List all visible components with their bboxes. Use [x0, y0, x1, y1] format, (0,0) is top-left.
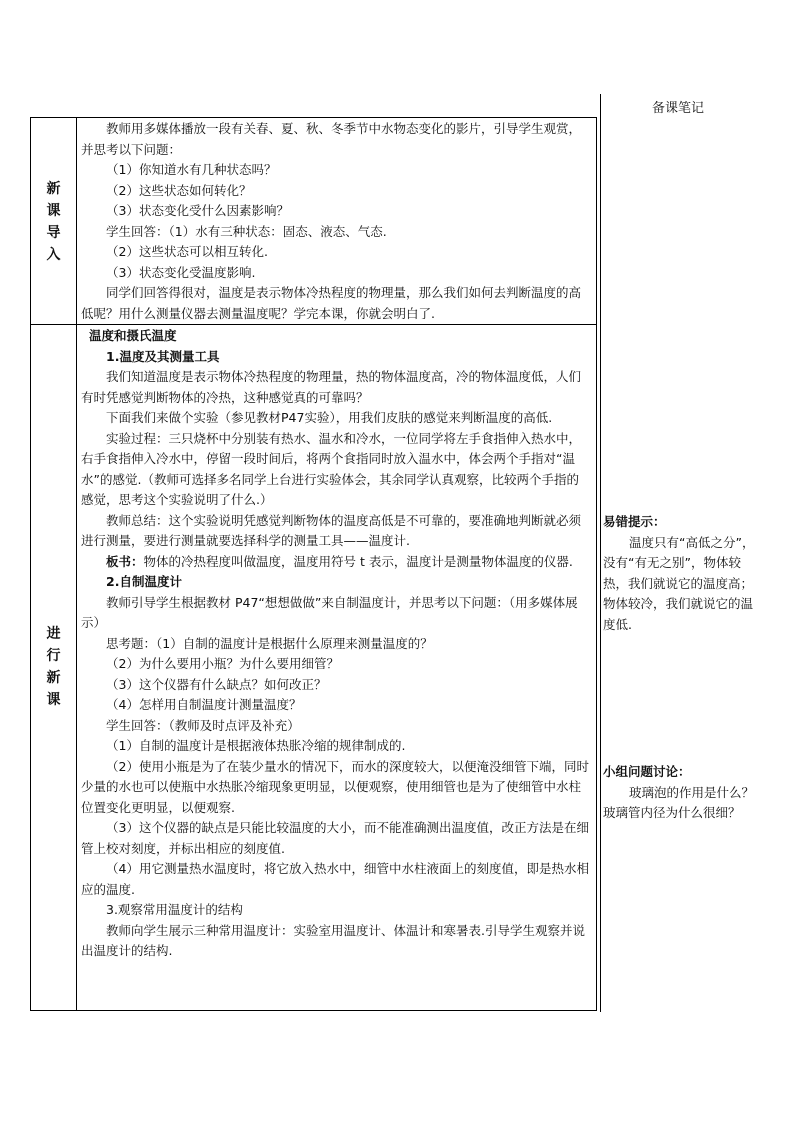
row-intro-label: 新 课 导 入	[46, 181, 61, 263]
paragraph: 教师总结：这个实验说明凭感觉判断物体的温度高低是不可靠的，要准确地判断就必须进行测量，要进行测量就要选择科学的测量工具——温度计.	[81, 512, 582, 548]
paragraph: 学生回答：（1）水有三种状态：固态、液态、气态.	[106, 223, 387, 239]
paragraph: 我们知道温度是表示物体冷热程度的物理量，热的物体温度高，冷的物体温度低，人们有时凭感觉判断物体的冷热，这种感觉真的可靠吗？	[81, 369, 582, 405]
paragraph: 思考题：（1）自制的温度计是根据什么原理来测量温度的？	[106, 635, 433, 651]
row-new-lesson-content	[81, 326, 591, 962]
paragraph: （1）自制的温度计是根据液体热胀冷缩的规律制成的.	[106, 738, 406, 753]
row-new-lesson-label-cell	[31, 325, 77, 1011]
discussion-body: 玻璃泡的作用是什么？玻璃管内径为什么很细？	[603, 784, 755, 820]
row-intro	[31, 118, 596, 325]
paragraph: （2）使用小瓶是为了在装少量水的情况下，而水的深度较大，以便淹没细管下端，同时少量的水也可以使瓶中水热胀冷缩现象更明显，以便观察，使用细管也是为了使细管中水柱位置变化更明显，以便观察.	[81, 758, 589, 815]
tip-note	[603, 512, 763, 635]
notes-column-divider	[600, 94, 601, 1012]
paragraph: 下面我们来做个实验（参见教材P47实验），用我们皮肤的感觉来判断温度的高低.	[106, 410, 553, 425]
board-text: 物体的冷热程度叫做温度，温度用符号 t 表示，温度计是测量物体温度的仪器.	[143, 553, 573, 569]
lesson-table	[30, 117, 597, 1011]
discussion-note	[603, 762, 763, 824]
paragraph: （3）状态变化受什么因素影响？	[106, 203, 289, 218]
discussion-title: 小组问题讨论：	[603, 764, 691, 779]
row-new-lesson-label: 进 行 新 课	[46, 626, 61, 708]
paragraph: （2）这些状态如何转化？	[106, 182, 252, 198]
subheading: 1.温度及其测量工具	[106, 348, 220, 364]
tip-title: 易错提示：	[603, 514, 666, 529]
paragraph: （3）这个仪器有什么缺点？如何改正？	[106, 676, 327, 692]
row-intro-content	[81, 119, 591, 324]
row-new-lesson	[31, 325, 596, 1011]
paragraph: 实验过程：三只烧杯中分别装有热水、温水和冷水，一位同学将左手食指伸入热水中，右手食指伸入冷水中，停留一段时间后，将两个食指同时放入温水中，体会两个手指对“温水”的感觉.（教师可选择多名同学上台进行实验体会，其余同学认真观察，比较两个手指的感觉，思考这个实验说明了什么.）	[81, 430, 582, 507]
notes-heading: 备课笔记	[652, 101, 705, 116]
subheading: 3.观察常用温度计的结构	[106, 902, 243, 917]
section-title: 温度和摄氏温度	[89, 328, 177, 343]
paragraph: 教师用多媒体播放一段有关春、夏、秋、冬季节中水物态变化的影片，引导学生观赏，并思考以下问题：	[81, 121, 582, 157]
subheading: 2.自制温度计	[106, 574, 182, 589]
paragraph: （3）状态变化受温度影响.	[106, 264, 256, 280]
paragraph: 教师引导学生根据教材 P47“想想做做”来自制温度计，并思考以下问题：（用多媒体展示）	[81, 594, 578, 630]
paragraph: 教师向学生展示三种常用温度计：实验室用温度计、体温计和寒暑表.引导学生观察并说出温度计的结构.	[81, 922, 585, 958]
paragraph: （3）这个仪器的缺点是只能比较温度的大小，而不能准确测出温度值，改正方法是在细管上校对刻度，并标出相应的刻度值.	[81, 820, 589, 856]
paragraph: 同学们回答得很对，温度是表示物体冷热程度的物理量，那么我们如何去判断温度的高低呢？用什么测量仪器去测量温度呢？学完本课，你就会明白了.	[81, 285, 582, 321]
row-intro-label-cell	[31, 118, 77, 324]
paragraph: （2）这些状态可以相互转化.	[106, 244, 268, 259]
paragraph: （1）你知道水有几种状态吗？	[106, 162, 277, 177]
tip-body: 温度只有“高低之分”，没有“有无之别”，物体较热，我们就说它的温度高；物体较冷，我们就说它的温度低.	[603, 534, 755, 632]
paragraph: 学生回答：（教师及时点评及补充）	[106, 717, 300, 733]
board-label: 板书：	[106, 553, 144, 569]
paragraph: （2）为什么要用小瓶？为什么要用细管？	[106, 656, 339, 671]
paragraph: （4）用它测量热水温度时，将它放入热水中，细管中水柱液面上的刻度值，即是热水相应的温度.	[81, 861, 589, 897]
paragraph: （4）怎样用自制温度计测量温度？	[106, 697, 302, 712]
paragraph	[81, 552, 591, 573]
